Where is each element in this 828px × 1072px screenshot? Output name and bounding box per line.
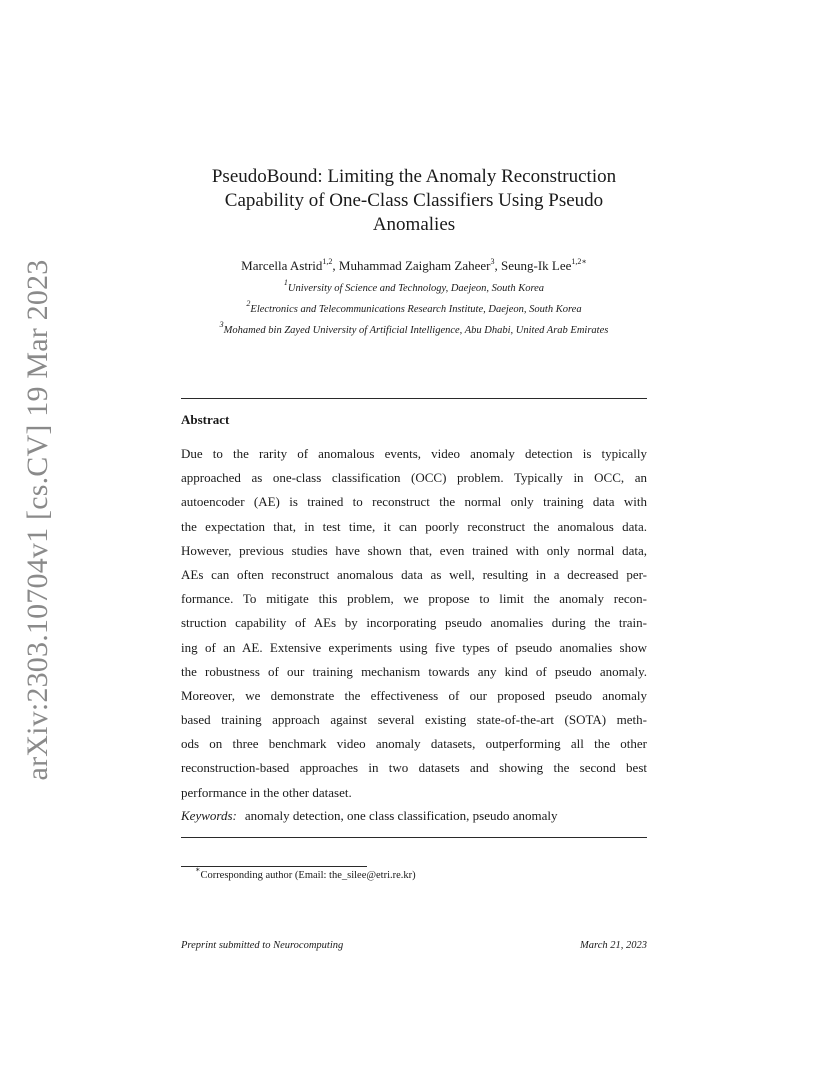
abstract-line: autoencoder (AE) is trained to reconstruct the normal only training data with [181,494,647,510]
footnote-text: Corresponding author (Email: the_silee@etri.re.kr) [200,870,416,881]
keywords [181,808,558,824]
arxiv-identifier-stamp: arXiv:2303.10704v1 [cs.CV] 19 Mar 2023 [21,259,54,781]
keywords-label: Keywords: [181,808,237,823]
abstract-line: reconstruction-based approaches in two datasets and showing the second best [181,760,647,776]
author-name: Marcella Astrid [241,258,323,273]
affiliation-text: University of Science and Technology, Daejeon, South Korea [287,283,545,294]
corresponding-author-footnote [195,865,416,881]
affiliation-mark: 2 [246,299,251,308]
abstract-line: Due to the rarity of anomalous events, video anomaly detection is typically [181,446,647,461]
author-separator: , [494,258,501,273]
abstract-line: the expectation that, in test time, it can poorly reconstruct the anomalous data. [181,518,647,534]
abstract-body [181,442,647,805]
abstract-bottom-divider [181,837,647,838]
affiliation-text: Mohamed bin Zayed University of Artificial Intelligence, Abu Dhabi, United Arab Emirates [223,325,609,336]
title-line: Anomalies [372,214,456,235]
abstract-line: AEs can often reconstruct anomalous data as well, resulting in a decreased per- [181,566,647,582]
affiliation-text: Electronics and Telecommunications Research Institute, Daejeon, South Korea [250,304,582,315]
author-affiliation-mark: 1,2∗ [571,257,587,266]
abstract-line: ods on three benchmark video anomaly datasets, outperforming all the other [181,736,647,752]
abstract-line: performance in the other dataset. [181,784,352,800]
paper-title [161,165,667,237]
abstract-line: ing of an AE. Extensive experiments using five types of pseudo anomalies show [181,639,647,655]
affiliation [151,278,677,296]
abstract-line: approached as one-class classification (OCC) problem. Typically in OCC, an [181,470,647,486]
preprint-date: March 21, 2023 [580,940,647,951]
abstract-line: However, previous studies have shown that, even trained with only normal data, [181,542,647,558]
abstract-line: Moreover, we demonstrate the effectiveness of our proposed pseudo anomaly [181,687,647,703]
author-affiliation-mark: 1,2 [322,257,333,266]
title-line: PseudoBound: Limiting the Anomaly Reconstruction [211,166,617,187]
author-separator: , [332,258,339,273]
abstract-line: the robustness of our training mechanism towards any kind of pseudo anomaly. [181,663,647,679]
author-name: Muhammad Zaigham Zaheer [338,258,491,273]
abstract-top-divider [181,398,647,399]
abstract-line: based training approach against several existing state-of-the-art (SOTA) meth- [181,712,647,728]
title-line: Capability of One-Class Classifiers Using Pseudo [224,190,604,211]
author-list [151,258,677,274]
footnote-divider [181,866,367,867]
author-name: Seung-Ik Lee [501,258,572,273]
abstract-heading: Abstract [181,412,230,427]
affiliation [151,320,677,338]
author-affiliation-mark: 3 [490,257,495,266]
preprint-notice: Preprint submitted to Neurocomputing [181,940,344,951]
abstract-line: struction capability of AEs by incorporating pseudo anomalies during the train- [181,615,647,631]
footnote-mark: ∗ [195,865,201,874]
keywords-text: anomaly detection, one class classification, pseudo anomaly [244,808,558,823]
affiliation [151,299,677,317]
affiliation-mark: 1 [283,278,288,287]
abstract-line: formance. To mitigate this problem, we propose to limit the anomaly recon- [181,591,647,607]
affiliation-mark: 3 [219,320,224,329]
